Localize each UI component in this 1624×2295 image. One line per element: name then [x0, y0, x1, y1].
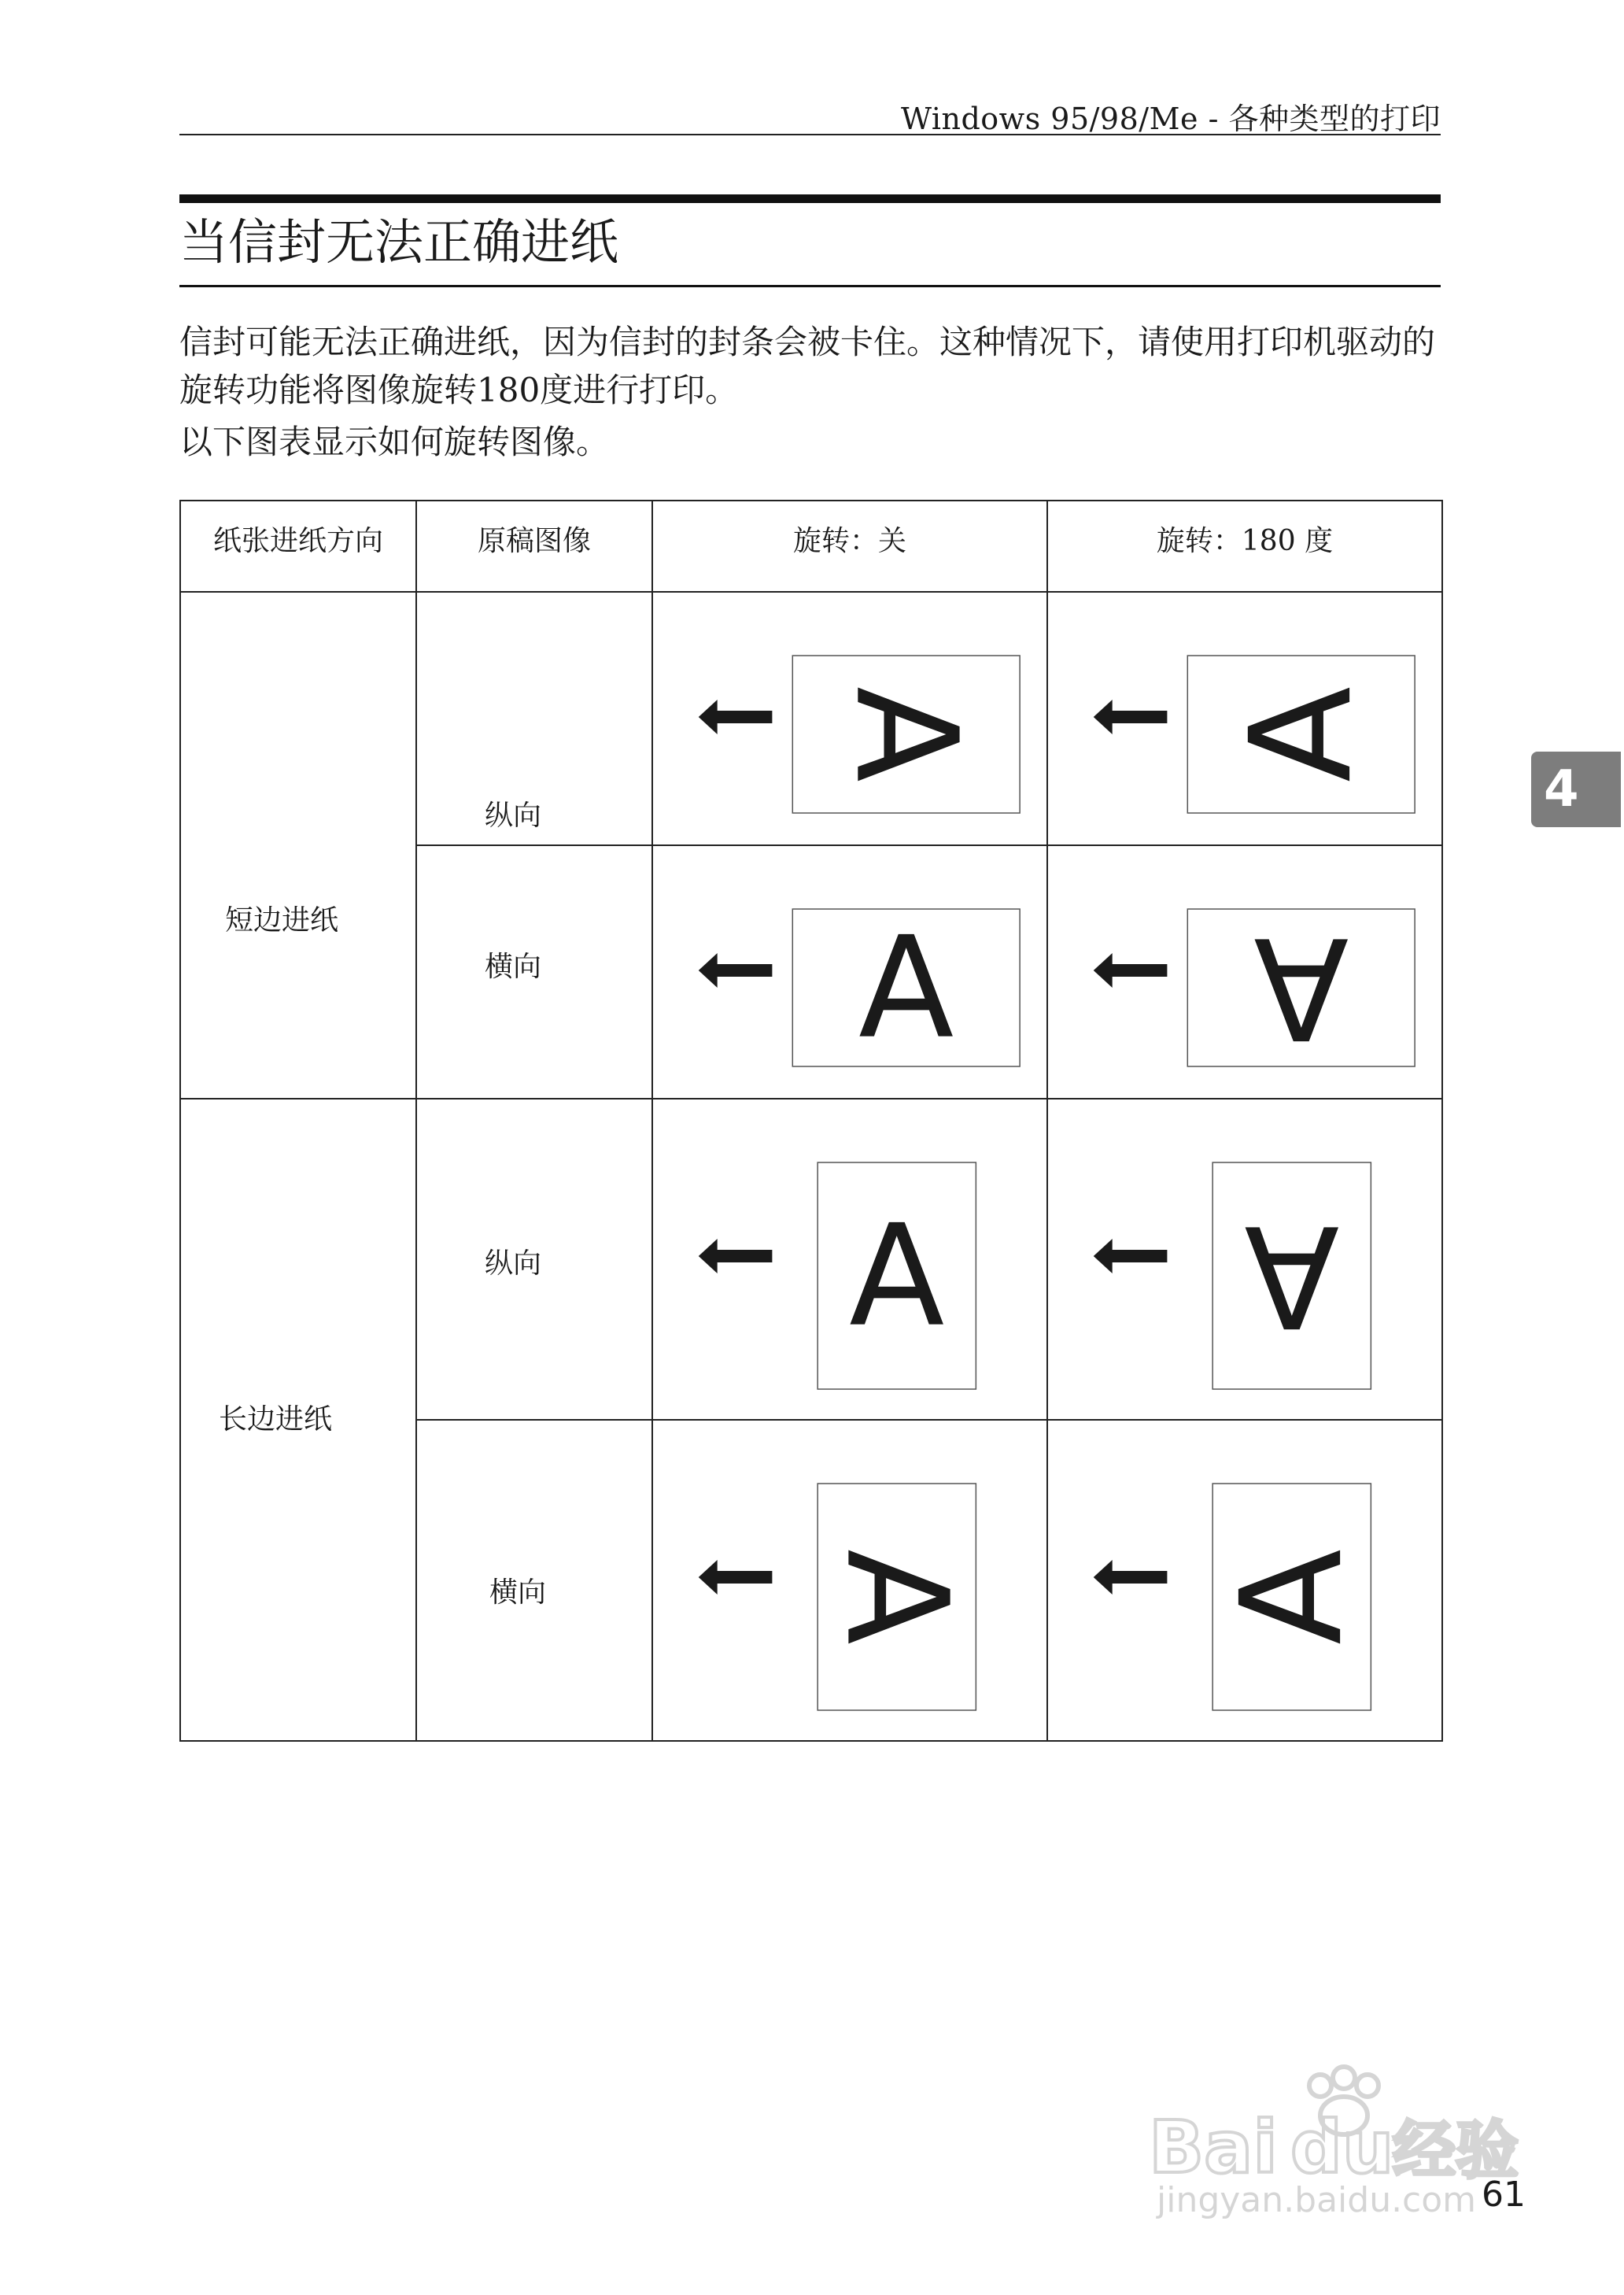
feed-diagram — [1048, 846, 1441, 1098]
table-header-row — [180, 501, 1442, 592]
feed-arrow-icon — [699, 953, 773, 988]
diagram-cell — [652, 845, 1047, 1099]
feed-diagram — [653, 1099, 1046, 1419]
baidu-watermark-logo — [1133, 2054, 1542, 2219]
orientation-label: 横向 — [489, 1576, 547, 1609]
original-image-letter: A — [858, 906, 954, 1070]
feed-diagram — [1048, 1099, 1441, 1419]
table-row — [180, 1099, 1442, 1420]
feed-diagram — [1048, 1421, 1441, 1740]
page-number: 61 — [1482, 2175, 1526, 2215]
table-row — [180, 592, 1442, 845]
title-rule-bottom — [179, 285, 1441, 287]
feed-cell — [180, 592, 416, 1099]
diagram-cell — [652, 1420, 1047, 1741]
original-image-letter: A — [825, 686, 988, 782]
diagram-cell — [1047, 1099, 1442, 1420]
intro-paragraph: 信封可能无法正确进纸，因为信封的封条会被卡住。这种情况下，请使用打印机驱动的旋转功能将图像旋转180度进行打印。 — [179, 323, 1436, 409]
original-image-letter: A — [1220, 686, 1383, 782]
running-header — [179, 93, 1441, 135]
header-cell — [1047, 501, 1442, 592]
orientation-label: 纵向 — [485, 800, 542, 832]
chapter-tab: 4 — [1531, 752, 1621, 827]
original-image-letter: A — [1244, 1194, 1340, 1358]
svg-text:Bai: Bai — [1149, 2105, 1278, 2190]
header-feed-direction: 纸张进纸方向 — [212, 525, 383, 557]
feed-arrow-icon — [1094, 953, 1168, 988]
svg-text:du: du — [1290, 2105, 1394, 2190]
svg-text:jingyan.baidu.com: jingyan.baidu.com — [1157, 2180, 1477, 2219]
diagram-cell — [652, 592, 1047, 845]
header-rotation-off: 旋转：关 — [792, 525, 906, 557]
original-image-letter: A — [1210, 1549, 1374, 1645]
header-cell — [180, 501, 416, 592]
feed-diagram — [653, 846, 1046, 1098]
header-original-image: 原稿图像 — [477, 525, 591, 557]
orientation-cell — [416, 592, 652, 845]
feed-arrow-icon — [1094, 1560, 1168, 1595]
diagram-cell — [652, 1099, 1047, 1420]
original-image-letter: A — [849, 1194, 945, 1358]
diagram-cell — [1047, 1420, 1442, 1741]
original-image-letter: A — [815, 1549, 979, 1645]
feed-arrow-icon — [1094, 1239, 1168, 1273]
orientation-label: 纵向 — [485, 1247, 542, 1280]
header-rotation-180: 旋转：180 度 — [1156, 525, 1334, 557]
diagram-cell — [1047, 592, 1442, 845]
orientation-cell — [416, 1420, 652, 1741]
page-title: 当信封无法正确进纸 — [179, 213, 619, 271]
feed-label-short-edge: 短边进纸 — [225, 904, 339, 937]
header-cell — [416, 501, 652, 592]
feed-arrow-icon — [699, 700, 773, 734]
feed-arrow-icon — [699, 1560, 773, 1595]
original-image-letter: A — [1253, 906, 1349, 1070]
diagram-cell — [1047, 845, 1442, 1099]
feed-cell — [180, 1099, 416, 1741]
header-section-title: Windows 95/98/Me - 各种类型的打印 — [900, 102, 1441, 136]
feed-diagram — [1048, 593, 1441, 844]
orientation-cell — [416, 845, 652, 1099]
feed-arrow-icon — [1094, 700, 1168, 734]
svg-text:经验: 经验 — [1393, 2114, 1519, 2187]
title-rule-top — [179, 194, 1441, 203]
orientation-label: 横向 — [485, 951, 542, 983]
orientation-cell — [416, 1099, 652, 1420]
feed-diagram — [653, 593, 1046, 844]
header-cell — [652, 501, 1047, 592]
rotation-table — [179, 500, 1443, 1742]
feed-arrow-icon — [699, 1239, 773, 1273]
feed-diagram — [653, 1421, 1046, 1740]
instruction-paragraph: 以下图表显示如何旋转图像。 — [179, 423, 610, 461]
feed-label-long-edge: 长边进纸 — [219, 1403, 333, 1436]
